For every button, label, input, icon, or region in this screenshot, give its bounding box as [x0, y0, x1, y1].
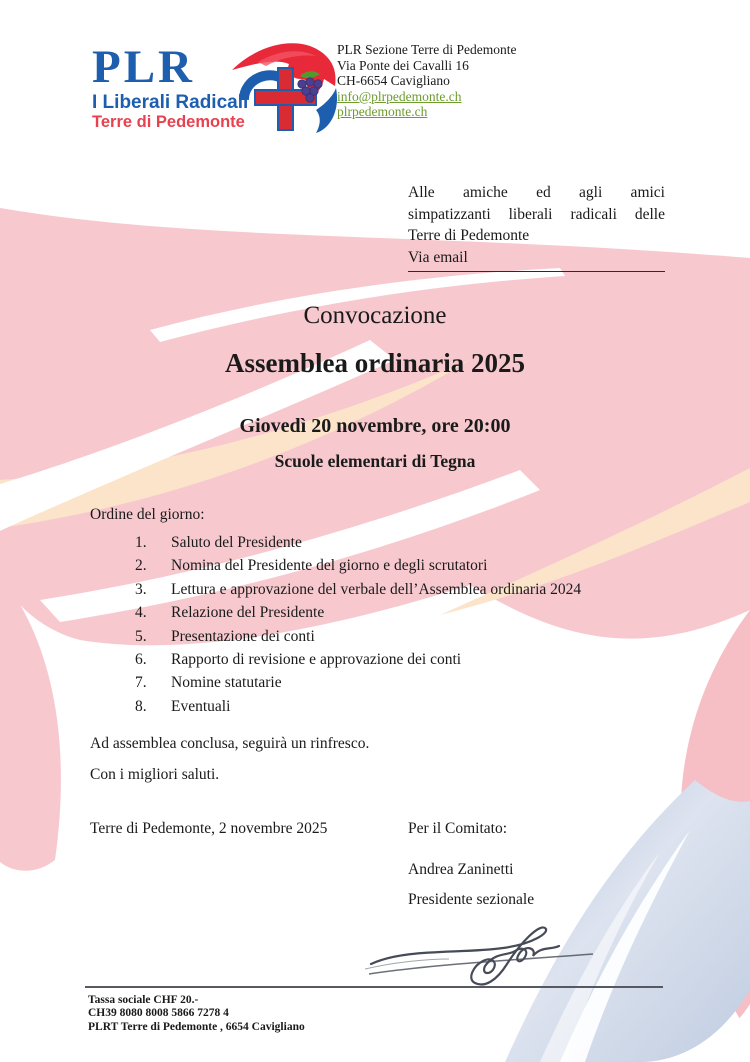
logo-block — [92, 41, 249, 131]
agenda-item: 4. Relazione del Presidente — [135, 604, 325, 622]
sender-line: PLR Sezione Terre di Pedemonte — [337, 42, 517, 57]
event-datetime: Giovedì 20 novembre, ore 20:00 — [239, 415, 511, 437]
agenda-item: 7. Nomine statutarie — [135, 674, 282, 692]
plr-flame-logo-icon — [228, 36, 340, 140]
title-assemblea: Assemblea ordinaria 2025 — [225, 348, 525, 378]
agenda-item: 6. Rapporto di revisione e approvazione dei conti — [135, 650, 462, 668]
sender-line: Via Ponte dei Cavalli 16 — [337, 57, 469, 73]
signer-role: Presidente sezionale — [408, 891, 535, 908]
logo-subtitle: I Liberali Radicali — [92, 92, 249, 113]
committee-label: Per il Comitato: — [408, 820, 508, 837]
footer-rule — [85, 986, 663, 988]
closing-line-saluti: Con i migliori saluti. — [90, 766, 220, 783]
recipient-block — [408, 182, 665, 247]
sender-address — [337, 42, 517, 120]
title-convocazione: Convocazione — [303, 302, 447, 329]
agenda-item: 1. Saluto del Presidente — [135, 534, 302, 551]
recipient-line: simpatizzanti liberali radicali delle — [408, 205, 665, 223]
logo-acronym: PLR — [92, 41, 195, 93]
sender-line: CH-6654 Cavigliano — [337, 73, 450, 89]
agenda-item: 8. Eventuali — [135, 697, 231, 715]
footer-address: PLRT Terre di Pedemonte , 6654 Cavigliano — [88, 1020, 305, 1033]
logo-region: Terre di Pedemonte — [92, 113, 245, 131]
signer-name: Andrea Zaninetti — [408, 861, 514, 878]
footer-tassa: Tassa sociale CHF 20.- — [88, 994, 199, 1006]
delivery-channel: Via email — [408, 249, 665, 272]
agenda-label: Ordine del giorno: — [90, 506, 205, 523]
sender-email-link[interactable]: info@plrpedemonte.ch — [337, 88, 462, 104]
agenda-item: 5. Presentazione dei conti — [135, 627, 315, 645]
footer-block — [88, 994, 305, 1034]
agenda-item: 3. Lettura e approvazione del verbale dell’Assemblea ordinaria 2024 — [135, 580, 582, 598]
recipient-line: Terre di Pedemonte — [408, 227, 530, 244]
sender-website-link[interactable]: plrpedemonte.ch — [337, 104, 428, 120]
place-and-date: Terre di Pedemonte, 2 novembre 2025 — [90, 820, 328, 837]
closing-line-rinfresco: Ad assemblea conclusa, seguirà un rinfresco. — [90, 735, 370, 752]
agenda-list — [135, 534, 581, 721]
agenda-item: 2. Nomina del Presidente del giorno e degli scrutatori — [135, 557, 488, 575]
recipient-line: Alle amiche ed agli amici — [408, 184, 665, 201]
footer-iban: CH39 8080 8008 5866 7278 4 — [88, 1007, 229, 1020]
event-location: Scuole elementari di Tegna — [274, 451, 476, 471]
signature-image — [365, 912, 600, 992]
